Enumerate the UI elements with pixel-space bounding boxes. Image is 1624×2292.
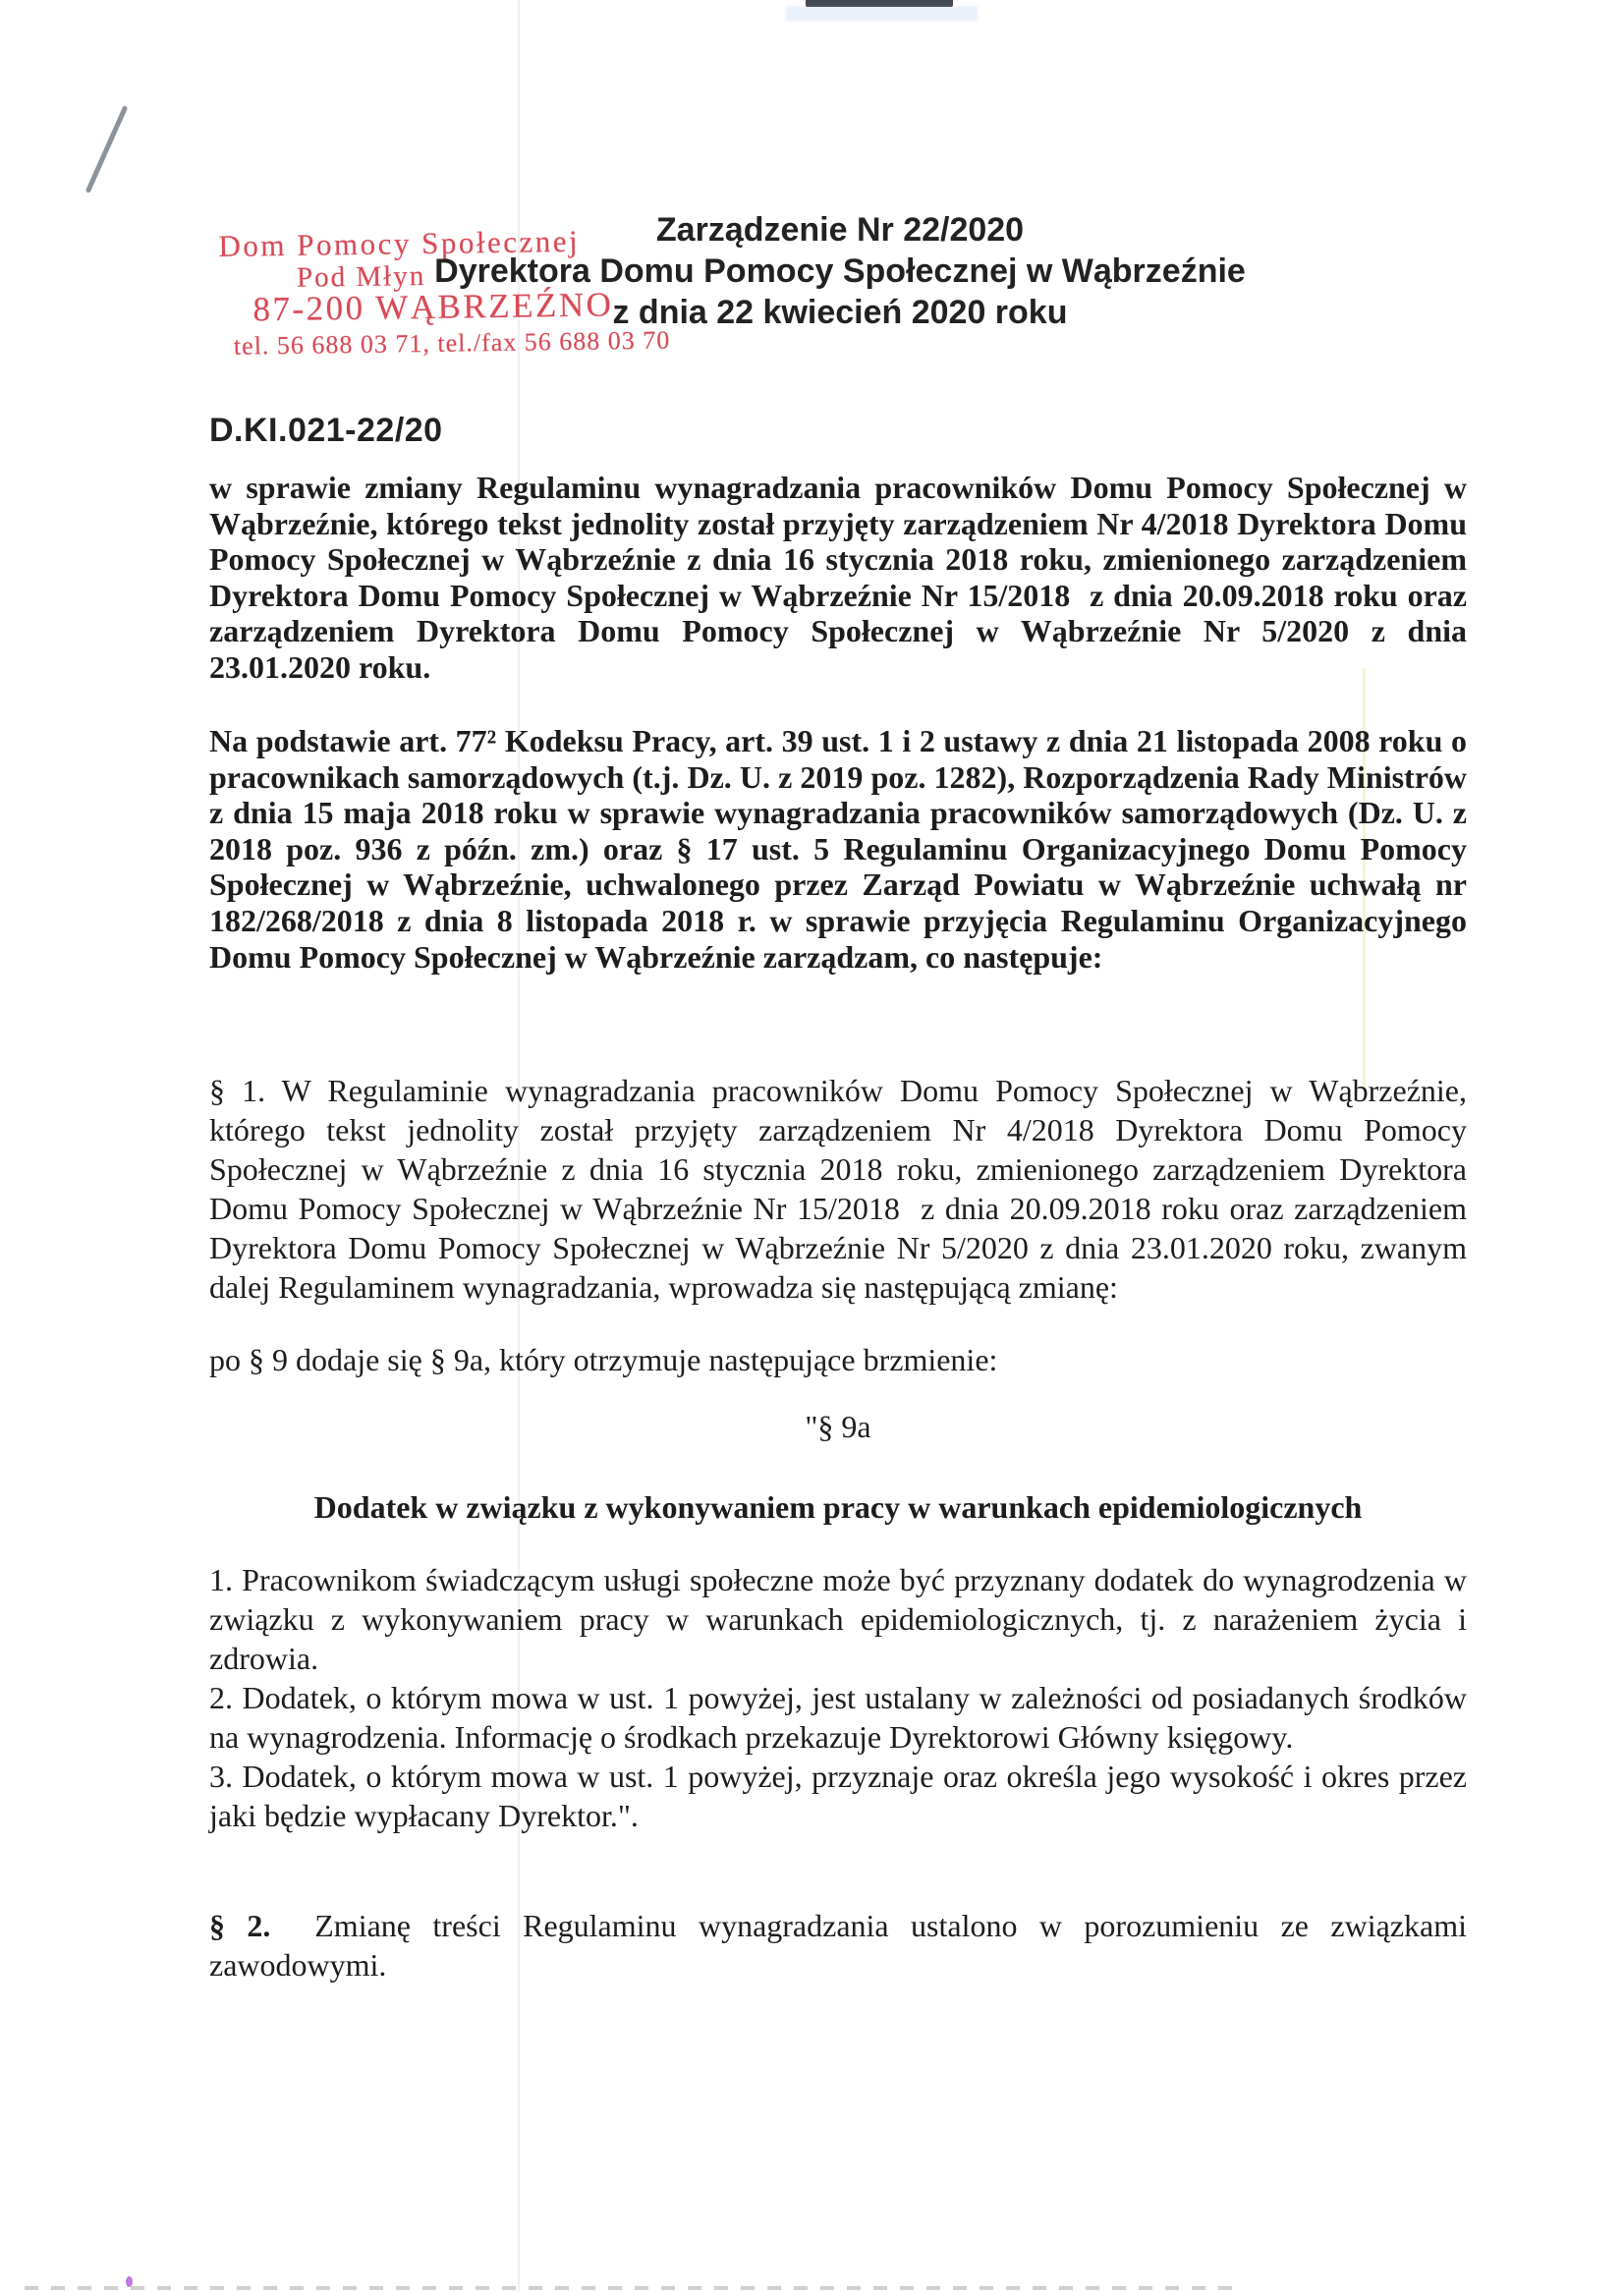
document-title-line-1: Zarządzenie Nr 22/2020 <box>655 211 1025 249</box>
next-page-edge-dashes <box>25 2286 1238 2290</box>
stamp-line-4: tel. 56 688 03 71, tel./fax 56 688 03 70 <box>233 325 671 361</box>
stamp-line-2: Pod Młyn <box>296 259 426 294</box>
quoted-items-block <box>209 1560 1467 1835</box>
document-title <box>393 209 1287 333</box>
subject-paragraph: w sprawie zmiany Regulaminu wynagradzania pracowników Domu Pomocy Społecznej w Wąbrzeźnie, którego tekst jednolity został przyjęty zarządzeniem Nr 4/2018 Dyrektora Domu Pomocy Społecznej w Wąbrzeźnie z dnia 16 stycznia 2018 roku, zmienionego zarządzeniem Dyrektora Domu Pomocy Społecznej w Wąbrzeźnie Nr 15/2018 z dnia 20.09.2018 roku oraz zarządzeniem Dyrektora Domu Pomocy Społecznej w Wąbrzeźnie Nr 5/2020 z dnia 23.01.2020 roku. <box>209 470 1475 685</box>
stamp-line-3: 87-200 WĄBRZEŹNO <box>252 285 614 329</box>
pen-slash-mark <box>85 105 129 194</box>
ink-dot <box>126 2276 133 2287</box>
stamp-line-1: Dom Pomocy Społecznej <box>218 223 581 263</box>
legal-basis-paragraph: Na podstawie art. 77² Kodeksu Pracy, art. 39 ust. 1 i 2 ustawy z dnia 21 listopada 2008 roku o pracownikach samorządowych (t.j. Dz. U. z 2019 poz. 1282), Rozporządzenia Rady Ministrów z dnia 15 maja 2018 roku w sprawie wynagradzania pracowników samorządowych (Dz. U. z 2018 poz. 936 z późn. zm.) oraz § 17 ust. 5 Regulaminu Organizacyjnego Domu Pomocy Społecznej w Wąbrzeźnie, uchwalonego przez Zarząd Powiatu w Wąbrzeźnie uchwałą nr 182/268/2018 z dnia 8 listopada 2018 r. w sprawie przyjęcia Regulaminu Organizacyjnego Domu Pomocy Społecznej w Wąbrzeźnie zarządzam, co następuje: <box>209 723 1475 975</box>
quoted-section-heading: Dodatek w związku z wykonywaniem pracy w warunkach epidemiologicznych <box>313 1489 1363 1525</box>
section-2-text: Zmianę treści Regulaminu wynagradzania ustalono w porozumieniu ze związkami zawodowymi. <box>209 1908 1476 1983</box>
document-title-line-3: z dnia 22 kwiecień 2020 roku <box>612 294 1068 331</box>
amendment-intro: po § 9 dodaje się § 9a, który otrzymuje następujące brzmienie: <box>209 1342 998 1377</box>
reference-number: D.KI.021-22/20 <box>209 412 443 449</box>
section-1-text: W Regulaminie wynagradzania pracowników Domu Pomocy Społecznej w Wąbrzeźnie, którego tekst jednolity został przyjęty zarządzeniem Nr 4/2018 Dyrektora Domu Pomocy Społecznej w Wąbrzeźnie z dnia 16 stycznia 2018 roku, zmienionego zarządzeniem Dyrektora Domu Pomocy Społecznej w Wąbrzeźnie Nr 15/2018 z dnia 20.09.2018 roku oraz zarządzeniem Dyrektora Domu Pomocy Społecznej w Wąbrzeźnie Nr 5/2020 z dnia 23.01.2020 roku, zwanym dalej Regulaminem wynagradzania, wprowadza się następującą zmianę: <box>209 1073 1476 1305</box>
quoted-item-1: 1. Pracownikom świadczącym usługi społeczne może być przyznany dodatek do wynagrodzenia w związku z wykonywaniem pracy w warunkach epidemiologicznych, tj. z narażeniem życia i zdrowia. <box>209 1562 1467 1676</box>
quoted-item-2: 2. Dodatek, o którym mowa w ust. 1 powyżej, jest ustalany w zależności od posiadanych środków na wynagrodzenia. Informację o środkach przekazuje Dyrektorowi Główny księgowy. <box>209 1680 1467 1755</box>
document-title-line-2: Dyrektora Domu Pomocy Społecznej w Wąbrzeźnie <box>434 252 1246 290</box>
section-2-label: § 2. <box>209 1908 271 1943</box>
section-1-paragraph <box>209 1071 1476 1307</box>
section-2-paragraph <box>209 1906 1476 1985</box>
section-1-label: § 1. <box>209 1073 266 1108</box>
quoted-item-3: 3. Dodatek, o którym mowa w ust. 1 powyżej, przyznaje oraz określa jego wysokość i okres przez jaki będzie wypłacany Dyrektor.". <box>209 1759 1467 1833</box>
scanner-edge-glow <box>786 6 978 22</box>
quoted-section-label: "§ 9a <box>805 1409 871 1444</box>
